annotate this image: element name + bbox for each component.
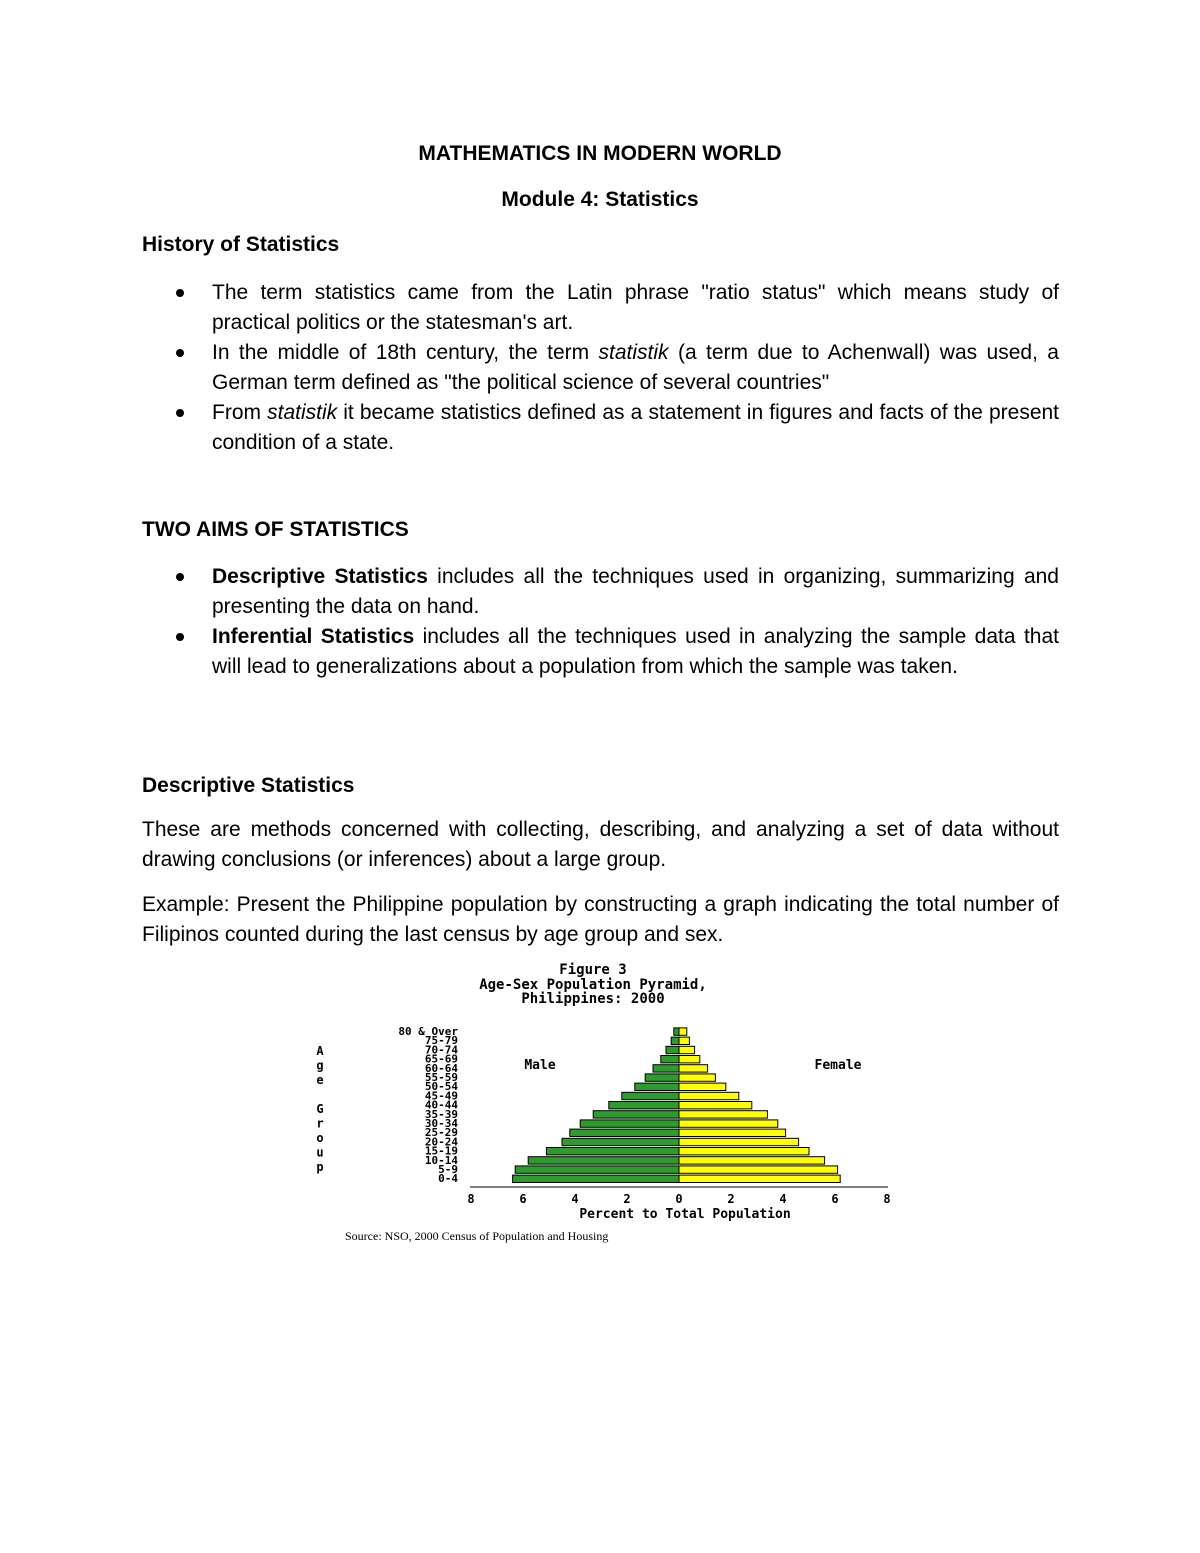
male-bar [570, 1129, 679, 1136]
chart-subtitle-year: Philippines: 2000 [521, 991, 665, 1007]
female-bar [679, 1028, 687, 1035]
list-item-text: (a term due to Achenwall) was used, a German term defined as "the political science of several countries" [212, 341, 1059, 394]
male-bar [593, 1111, 679, 1118]
male-bar [580, 1120, 679, 1127]
age-group-label: 70-74 [424, 1043, 458, 1057]
age-group-label: 50-54 [424, 1080, 458, 1094]
female-bar [679, 1129, 786, 1136]
age-group-label: 5-9 [438, 1163, 458, 1176]
age-group-label: 65-69 [424, 1052, 458, 1066]
example-paragraph: Example: Present the Philippine population by constructing a graph indicating the total number of Filipinos counted during the last census by age group and sex. [142, 893, 1059, 946]
module-title: Module 4: Statistics [501, 188, 699, 211]
male-bar [546, 1148, 679, 1155]
male-bar [528, 1157, 679, 1164]
document-title: MATHEMATICS IN MODERN WORLD [418, 142, 782, 165]
female-bar [679, 1092, 739, 1099]
history-heading: History of Statistics [142, 233, 340, 256]
female-bar [679, 1138, 799, 1145]
female-bar [679, 1037, 689, 1044]
age-group-label: 20-24 [424, 1135, 458, 1149]
male-bar [674, 1028, 679, 1035]
age-group-label: 0-4 [438, 1172, 458, 1186]
y-axis-letter: A [316, 1044, 324, 1058]
x-tick-label: 4 [779, 1192, 787, 1206]
male-bar [666, 1046, 679, 1053]
male-bar [661, 1056, 679, 1063]
female-bar [679, 1148, 809, 1155]
female-bar [679, 1175, 840, 1182]
y-axis-letter: p [316, 1160, 324, 1174]
female-bar [679, 1166, 838, 1173]
x-tick-label: 2 [727, 1192, 735, 1206]
aims-heading: TWO AIMS OF STATISTICS [142, 518, 409, 541]
y-axis-letter: e [316, 1073, 324, 1087]
age-group-label: 55-59 [424, 1071, 458, 1084]
y-axis-letter: o [316, 1131, 324, 1145]
age-group-label: 35-39 [424, 1107, 458, 1121]
male-bar [562, 1138, 679, 1145]
list-item-text: From [212, 401, 268, 424]
bullet-icon [176, 349, 184, 357]
x-tick-label: 2 [623, 1192, 631, 1206]
x-tick-label: 6 [831, 1192, 839, 1206]
age-group-label: 10-14 [424, 1153, 458, 1167]
descriptive-heading: Descriptive Statistics [142, 774, 355, 797]
term-bold: Inferential Statistics [212, 625, 415, 648]
list-item-text: includes all the techniques used in analyzing the sample data that will lead to generalizations about a population from which the sample was taken. [212, 625, 1060, 678]
x-tick-label: 4 [571, 1192, 579, 1206]
male-bar [515, 1166, 679, 1173]
x-tick-label: 8 [883, 1192, 891, 1206]
italic-term: statistik [267, 401, 338, 424]
list-item-text: it became statistics defined as a statement in figures and facts of the present condition of a state. [212, 401, 1060, 454]
female-bar [679, 1111, 767, 1118]
age-group-label: 40-44 [424, 1098, 458, 1112]
list-item-text: In the middle of 18th century, the term [212, 341, 599, 364]
female-bar [679, 1157, 825, 1164]
age-group-label: 30-34 [424, 1117, 458, 1130]
term-bold: Descriptive Statistics [212, 565, 428, 588]
male-bar [635, 1083, 679, 1090]
y-axis-letter: G [316, 1102, 324, 1116]
male-bar [653, 1065, 679, 1072]
age-group-label: 15-19 [424, 1144, 458, 1158]
female-bar [679, 1102, 752, 1109]
x-axis-label: Percent to Total Population [579, 1207, 791, 1222]
male-bar [645, 1074, 679, 1081]
list-item [142, 562, 1059, 622]
age-group-label: 75-79 [424, 1034, 458, 1048]
y-axis-label [316, 1044, 324, 1174]
history-list [142, 278, 1059, 458]
descriptive-paragraph: These are methods concerned with collecting, describing, and analyzing a set of data without drawing conclusions (or inferences) about a large group. [142, 818, 1059, 871]
chart-source: Source: NSO, 2000 Census of Population and Housing [345, 1229, 609, 1243]
age-group-label: 25-29 [424, 1126, 458, 1140]
italic-term: statistik [598, 341, 669, 364]
bullet-icon [176, 573, 184, 581]
x-tick-label: 0 [675, 1192, 683, 1206]
list-item-text: The term statistics came from the Latin phrase "ratio status" which means study of practical politics or the statesman's art. [212, 281, 1059, 334]
list-item [142, 622, 1059, 682]
female-bar [679, 1056, 700, 1063]
female-bar [679, 1046, 695, 1053]
population-pyramid-chart [290, 955, 900, 1250]
bullet-icon [176, 633, 184, 641]
y-axis-letter: u [316, 1145, 324, 1160]
list-item [142, 338, 1059, 398]
list-item-text: includes all the techniques used in organizing, summarizing and presenting the data on hand. [212, 565, 1059, 618]
list-item [142, 278, 1059, 338]
x-tick-label: 8 [467, 1192, 475, 1206]
legend-female: Female [814, 1058, 862, 1073]
bars [513, 1028, 841, 1183]
age-group-label: 60-64 [424, 1061, 458, 1075]
male-bar [622, 1092, 679, 1099]
male-bar [513, 1175, 679, 1182]
bullet-icon [176, 289, 184, 297]
bullet-icon [176, 409, 184, 417]
y-axis-letter: r [316, 1116, 324, 1131]
list-item [142, 398, 1059, 458]
chart-subtitle: Age-Sex Population Pyramid, [479, 977, 707, 993]
chart-title: Figure 3 [559, 962, 627, 978]
aims-list [142, 562, 1059, 682]
male-bar [609, 1102, 679, 1109]
x-axis-ticks [467, 1192, 890, 1206]
y-axis-letter: g [316, 1058, 324, 1073]
female-bar [679, 1065, 708, 1072]
male-bar [671, 1037, 679, 1044]
female-bar [679, 1120, 778, 1127]
female-bar [679, 1074, 715, 1081]
age-group-label: 45-49 [424, 1089, 458, 1103]
age-group-label: 80 & Over [398, 1025, 458, 1038]
female-bar [679, 1083, 726, 1090]
x-tick-label: 6 [519, 1192, 527, 1206]
age-group-labels [398, 1025, 458, 1185]
legend-male: Male [524, 1058, 556, 1073]
